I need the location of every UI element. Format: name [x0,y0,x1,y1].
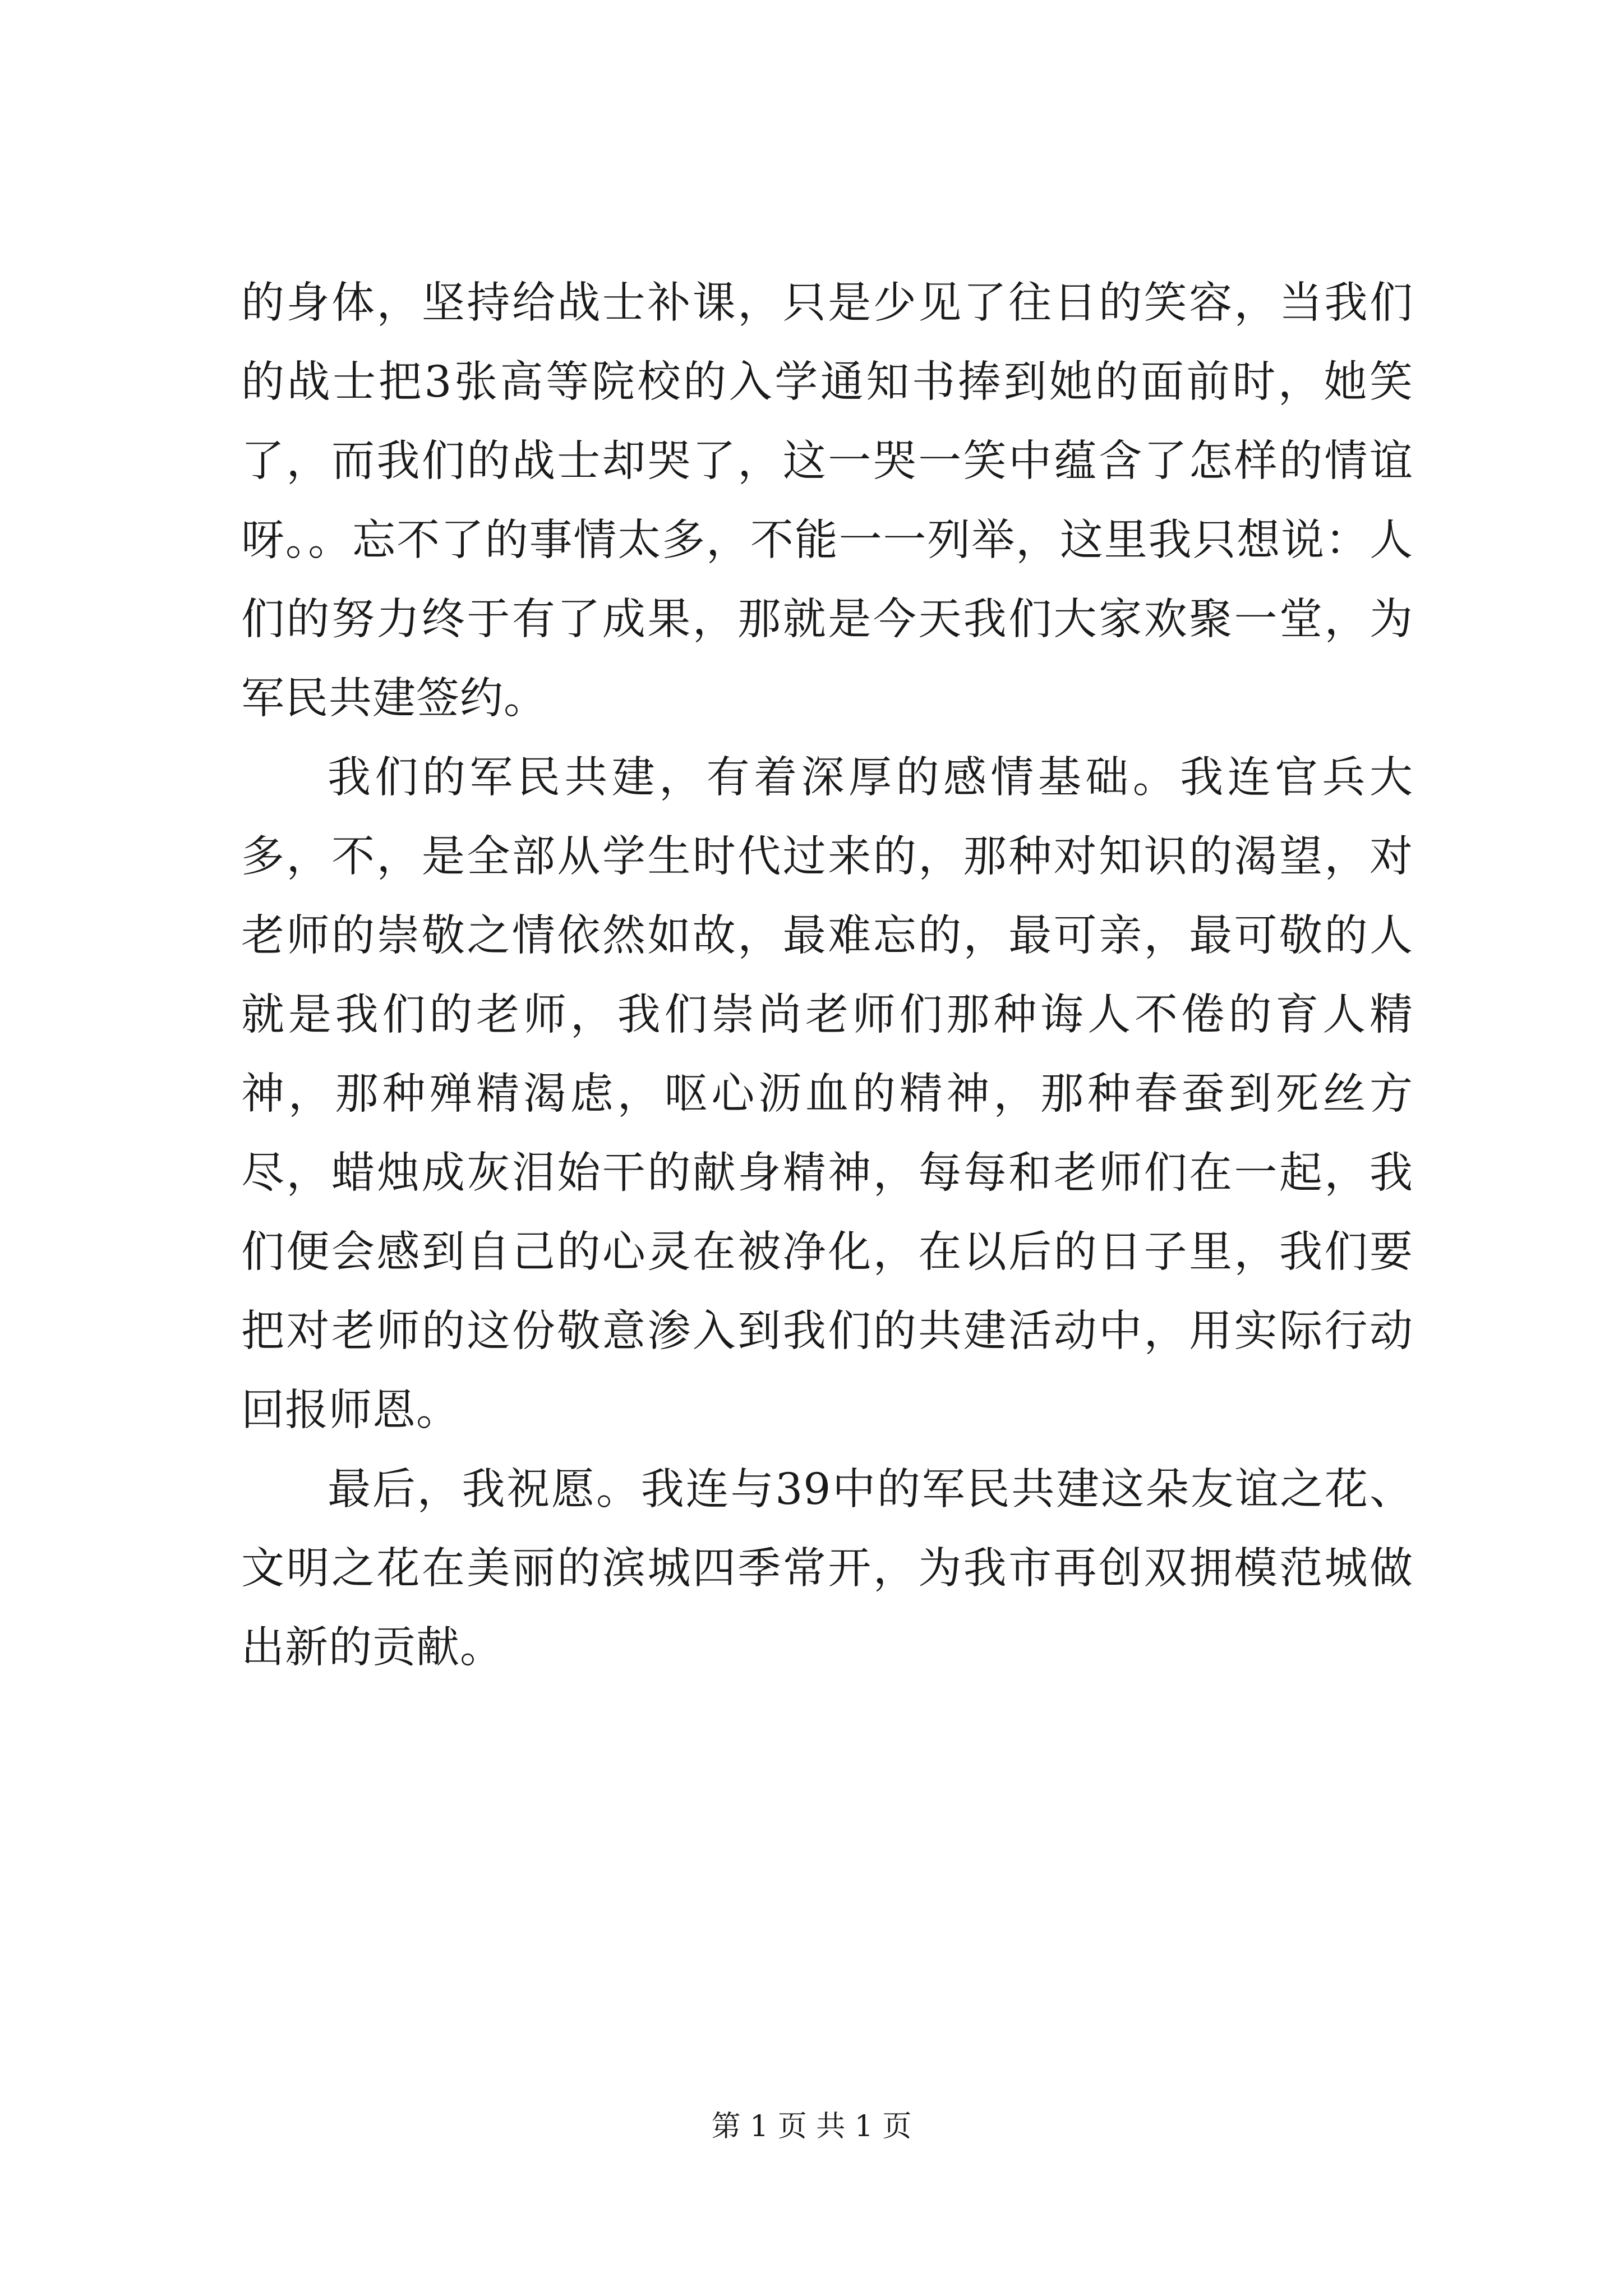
page-footer: 第 1 页 共 1 页 [711,2110,912,2143]
document-body [241,264,1413,1687]
paragraph-1: 的身体，坚持给战士补课，只是少见了往日的笑容，当我们的战士把3张高等院校的入学通知书捧到她的面前时，她笑了，而我们的战士却哭了，这一哭一笑中蕴含了怎样的情谊呀。。忘不了的事情太多，不能一一列举，这里我只想说：人们的努力终于有了成果，那就是今天我们大家欢聚一堂，为军民共建签约。 [241,278,1413,724]
paragraph-2: 我们的军民共建，有着深厚的感情基础。我连官兵大多，不，是全部从学生时代过来的，那种对知识的渴望，对老师的崇敬之情依然如故，最难忘的，最可亲，最可敬的人就是我们的老师，我们崇尚老师们那种诲人不倦的育人精神，那种殚精渴虑，呕心沥血的精神，那种春蚕到死丝方尽，蜡烛成灰泪始干的献身精神，每每和老师们在一起，我们便会感到自己的心灵在被净化，在以后的日子里，我们要把对老师的这份敬意渗入到我们的共建活动中，用实际行动回报师恩。 [241,753,1413,1435]
paragraph-3: 最后，我祝愿。我连与39中的军民共建这朵友谊之花、文明之花在美丽的滨城四季常开，为我市再创双拥模范城做出新的贡献。 [241,1465,1413,1673]
